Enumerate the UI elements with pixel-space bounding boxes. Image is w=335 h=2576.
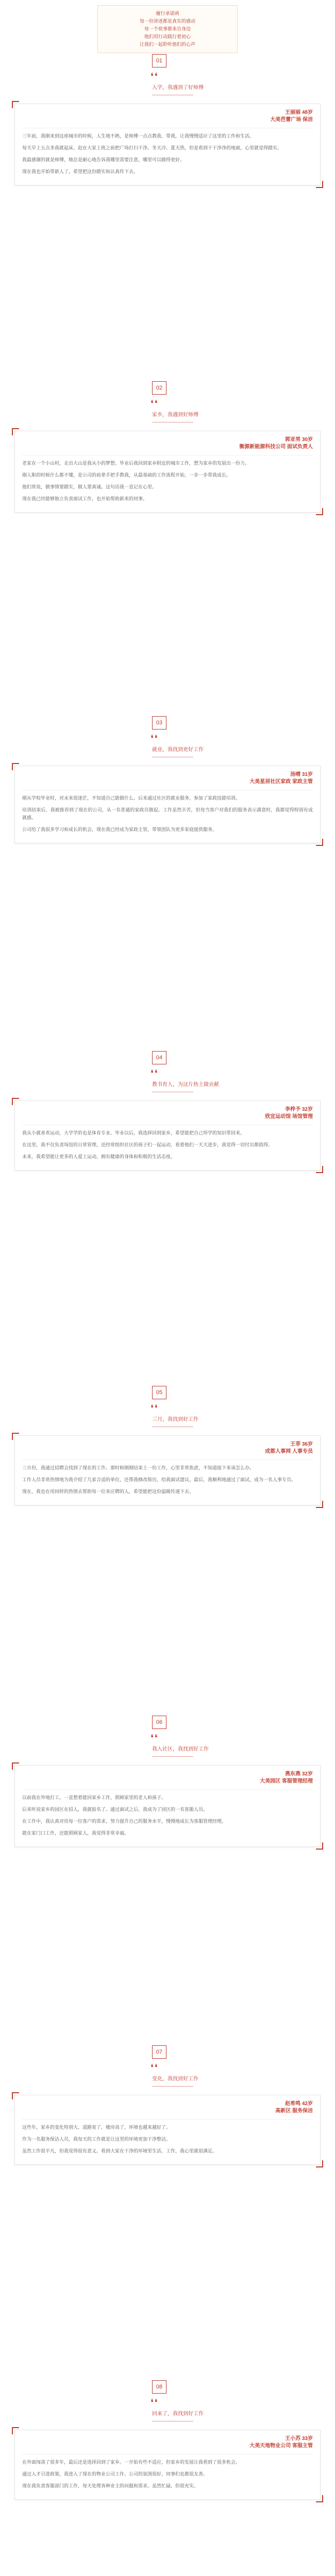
story-card bbox=[14, 1765, 321, 1847]
section-number-badge: 06 bbox=[152, 1716, 166, 1729]
intro-box bbox=[97, 5, 238, 53]
corner-decoration bbox=[316, 2495, 323, 2502]
quote-mark-icon: ❛❛ bbox=[150, 71, 159, 81]
section-number-badge: 03 bbox=[152, 716, 166, 730]
section-number-badge: 08 bbox=[152, 2380, 166, 2394]
person-org: 欣宜运动馆 场馆管理 bbox=[265, 1114, 313, 1120]
person-age: 42岁 bbox=[301, 2101, 313, 2107]
story-section bbox=[0, 54, 335, 185]
story-paragraph: 每天早上五点多我就起床，赶在大家上班之前把广场打扫干净。冬天冷、夏天热，但是看到干干净净的地面，心里就觉得踏实。 bbox=[22, 145, 282, 150]
badge-wrap bbox=[152, 1716, 335, 1729]
badge-wrap bbox=[152, 1051, 335, 1064]
story-paragraph: 我最感谢的就是师傅，她总是耐心地告诉我哪里需要注意，哪里可以做得更好。 bbox=[22, 157, 185, 162]
person-org: 大美园区 客服管理经理 bbox=[260, 1778, 313, 1784]
section-number-badge: 02 bbox=[152, 381, 166, 395]
story-card bbox=[14, 1435, 321, 1505]
badge-wrap bbox=[152, 1386, 335, 1399]
story-paragraph: 后来听说家乡的园区在招人，我就报名了。通过面试之后，我成为了园区的一名客服人员。 bbox=[22, 1807, 208, 1812]
intro-line: 履行承诺函 bbox=[156, 11, 179, 16]
person-age: 48岁 bbox=[301, 110, 313, 115]
story-paragraph: 培训结束后，我被推荐到了现在的公司，从一名普通的家政员做起。工作虽然辛苦，但每当客户对我们的服务表示满意时，我都觉得特别有成就感。 bbox=[22, 807, 313, 820]
person-org: 大美天地物业公司 客服主管 bbox=[249, 2443, 313, 2449]
section-heading: 教书育人，为这片热土做贡献 bbox=[152, 1082, 219, 1088]
story-paragraph: 他们常说，做事情要踏实，做人要真诚。这句话我一直记在心里。 bbox=[22, 484, 157, 489]
section-heading: 三月，我找到好工作 bbox=[152, 1417, 198, 1422]
badge-wrap bbox=[152, 2045, 335, 2059]
section-number-badge: 01 bbox=[152, 54, 166, 67]
corner-decoration bbox=[12, 101, 19, 108]
badge-wrap bbox=[152, 54, 335, 67]
section-heading: 入学，我遇到了好师傅 bbox=[152, 85, 204, 91]
corner-decoration bbox=[316, 181, 323, 188]
story-card bbox=[14, 766, 321, 843]
quote-mark-icon: ❛❛ bbox=[150, 398, 159, 409]
story-paragraph: 三月份，我通过招聘会找到了现在的工作。那时候刚刚结束上一份工作，心里非常焦虑，不知道接下来该怎么办。 bbox=[22, 1465, 255, 1470]
person-info bbox=[22, 109, 313, 124]
story-paragraph: 公司给了我很多学习和成长的机会，现在我已经成为家政主管，带领团队为更多家庭提供服务。 bbox=[22, 827, 217, 832]
corner-decoration bbox=[316, 1501, 323, 1508]
story-section bbox=[0, 2380, 335, 2500]
story-section bbox=[0, 381, 335, 513]
person-name: 燕东燕 bbox=[285, 1771, 301, 1777]
person-info bbox=[22, 2100, 313, 2115]
story-card bbox=[14, 1100, 321, 1171]
story-paragraph: 在这里，我不仅负责场馆的日常管理，还经常组织社区的孩子们一起运动，看着他们一天天进步，我觉得一切付出都值得。 bbox=[22, 1142, 273, 1147]
intro-line: 每一个故事都来自身边 bbox=[144, 26, 191, 31]
person-org: 大美芭蕾广场 保洁 bbox=[270, 117, 313, 123]
heading-divider bbox=[152, 1756, 193, 1757]
section-number-badge: 05 bbox=[152, 1386, 166, 1399]
story-section bbox=[0, 1386, 335, 1505]
story-paragraph: 虽然工作很平凡，但我觉得很有意义。看到大家在干净的环境里生活、工作，我心里就很满足。 bbox=[22, 2148, 217, 2154]
story-section bbox=[0, 1051, 335, 1171]
badge-wrap bbox=[152, 716, 335, 730]
person-age: 33岁 bbox=[301, 2436, 313, 2442]
intro-line: 他们用行动践行着初心 bbox=[144, 34, 191, 39]
story-paragraph: 三年前，我刚来到这座城市的时候，人生地不熟，是师傅一点点教我、带我，让我慢慢适应了这里的工作和生活。 bbox=[22, 133, 255, 139]
person-age: 31岁 bbox=[301, 772, 313, 777]
person-name: 赵希鸣 bbox=[285, 2101, 301, 2107]
story-section bbox=[0, 716, 335, 843]
corner-decoration bbox=[316, 1842, 323, 1850]
story-paragraph: 刚从学校毕业时，对未来很迷茫，不知道自己能做什么。后来通过社区的就业服务，参加了家政技能培训。 bbox=[22, 795, 241, 801]
corner-decoration bbox=[316, 2160, 323, 2167]
page bbox=[0, 5, 335, 2576]
section-heading: 就业，我找到更好工作 bbox=[152, 747, 204, 753]
person-info bbox=[22, 1106, 313, 1121]
card-divider bbox=[22, 2119, 313, 2120]
section-number-badge: 04 bbox=[152, 1051, 166, 1064]
section-heading: 回来了，我找到好工作 bbox=[152, 2411, 204, 2417]
corner-decoration bbox=[12, 763, 19, 770]
person-name: 王菲 bbox=[290, 1442, 301, 1447]
person-name: 郭亚男 bbox=[285, 437, 301, 443]
story-paragraph: 老家在一个小山村，走出大山是我从小的梦想。毕业后我回到家乡附近的城市工作，想为家乡的发展出一份力。 bbox=[22, 461, 250, 466]
person-org: 大美星居社区家政 家政主管 bbox=[249, 779, 313, 785]
quote-mark-icon: ❛❛ bbox=[150, 1403, 159, 1413]
story-card bbox=[14, 2095, 321, 2165]
intro-line: 每一份讲述都是真实的感动 bbox=[139, 19, 195, 24]
story-paragraph: 以前我在外地打工，一直想着能回家乡工作，照顾家里的老人和孩子。 bbox=[22, 1795, 166, 1800]
story-paragraph: 通过人才引进政策，我进入了现在的物业公司工作。公司的氛围很好，同事们也都很友善。 bbox=[22, 2471, 208, 2477]
story-paragraph: 现在我也开始带新人了，希望把这份踏实和认真传下去。 bbox=[22, 169, 139, 174]
story-paragraph: 这些年，家乡的变化特别大，道路宽了，楼房高了，环境也越来越好了。 bbox=[22, 2125, 171, 2130]
person-age: 36岁 bbox=[301, 1442, 313, 1447]
quote-mark-icon: ❛❛ bbox=[150, 2397, 159, 2408]
person-info bbox=[22, 1441, 313, 1455]
story-paragraph: 在工作中，我认真对待每一位客户的需求，努力提升自己的服务水平，慢慢地成长为客服管理经理。 bbox=[22, 1819, 227, 1824]
corner-decoration bbox=[316, 508, 323, 515]
section-heading: 家乡，我遇到好师傅 bbox=[152, 412, 198, 418]
section-heading: 我入社区，我找到好工作 bbox=[152, 1747, 209, 1752]
corner-decoration bbox=[12, 428, 19, 435]
section-heading: 变化，我找到好工作 bbox=[152, 2076, 198, 2082]
story-paragraph: 现在，我也在用同样的热情去帮助每一位来应聘的人，希望能把这份温暖传递下去。 bbox=[22, 1489, 194, 1494]
story-section bbox=[0, 1716, 335, 1847]
corner-decoration bbox=[316, 839, 323, 846]
person-name: 王丽丽 bbox=[285, 110, 301, 115]
story-paragraph: 现在我负责客服部门的工作，每天处理各种业主的问题和需求。虽然忙碌，但很充实。 bbox=[22, 2483, 199, 2488]
person-age: 32岁 bbox=[301, 1107, 313, 1112]
story-card bbox=[14, 431, 321, 513]
story-paragraph: 现在我已经能够独立负责面试工作，也开始帮助新来的同事。 bbox=[22, 496, 148, 501]
story-paragraph: 作为一名服务保洁人员，我每天的工作就是让这里的环境更加干净整洁。 bbox=[22, 2137, 171, 2142]
story-paragraph: 工作人员非常热情地为我介绍了几家合适的单位，还帮我修改简历，给我面试建议。最后，我顺利地通过了面试，成为一名人事专员。 bbox=[22, 1477, 296, 1482]
intro-line: 让我们一起聆听他们的心声 bbox=[139, 42, 195, 47]
story-card bbox=[14, 104, 321, 185]
person-age: 32岁 bbox=[301, 1771, 313, 1777]
person-name: 李梓予 bbox=[285, 1107, 301, 1112]
person-info bbox=[22, 436, 313, 451]
corner-decoration bbox=[12, 1762, 19, 1770]
story-section bbox=[0, 2045, 335, 2165]
story-paragraph: 能在家门口工作，还能照顾家人，我觉得非常幸福。 bbox=[22, 1831, 129, 1836]
person-info bbox=[22, 1771, 313, 1785]
person-info bbox=[22, 2435, 313, 2450]
story-paragraph: 刚入职的时候什么都不懂，是公司的前辈手把手教我，从最基础的工作流程开始，一步一步带我成长。 bbox=[22, 472, 231, 478]
quote-mark-icon: ❛❛ bbox=[150, 2062, 159, 2073]
person-name: 王小苏 bbox=[285, 2436, 301, 2442]
person-org: 衡源新能源科技公司 面试负责人 bbox=[239, 444, 313, 450]
corner-decoration bbox=[316, 1166, 323, 1173]
person-org: 高新区 服务保洁 bbox=[275, 2108, 313, 2114]
story-paragraph: 在外面闯荡了很多年，最后还是选择回到了家乡。一开始有些不适应，但家乡的发展让我看到了很多机会。 bbox=[22, 2460, 241, 2465]
story-paragraph: 未来，我希望能让更多的人爱上运动，拥有健康的身体和积极的生活态度。 bbox=[22, 1154, 176, 1159]
story-paragraph: 我从小就喜欢运动，大学学的也是体育专业。毕业以后，我选择回到家乡，希望能把自己所学的知识带回来。 bbox=[22, 1130, 245, 1136]
quote-mark-icon: ❛❛ bbox=[150, 1068, 159, 1078]
badge-wrap bbox=[152, 381, 335, 395]
corner-decoration bbox=[12, 2427, 19, 2434]
story-card bbox=[14, 2430, 321, 2500]
corner-decoration bbox=[12, 1433, 19, 1440]
heading-divider bbox=[152, 2086, 193, 2087]
section-number-badge: 07 bbox=[152, 2045, 166, 2059]
badge-wrap bbox=[152, 2380, 335, 2394]
person-name: 汤晴 bbox=[290, 772, 301, 777]
person-age: 30岁 bbox=[301, 437, 313, 443]
person-info bbox=[22, 771, 313, 786]
quote-mark-icon: ❛❛ bbox=[150, 733, 159, 743]
person-org: 成都人事网 人事专员 bbox=[265, 1449, 313, 1454]
corner-decoration bbox=[12, 2092, 19, 2099]
corner-decoration bbox=[12, 1098, 19, 1105]
quote-mark-icon: ❛❛ bbox=[150, 1733, 159, 1743]
card-divider bbox=[22, 1789, 313, 1790]
